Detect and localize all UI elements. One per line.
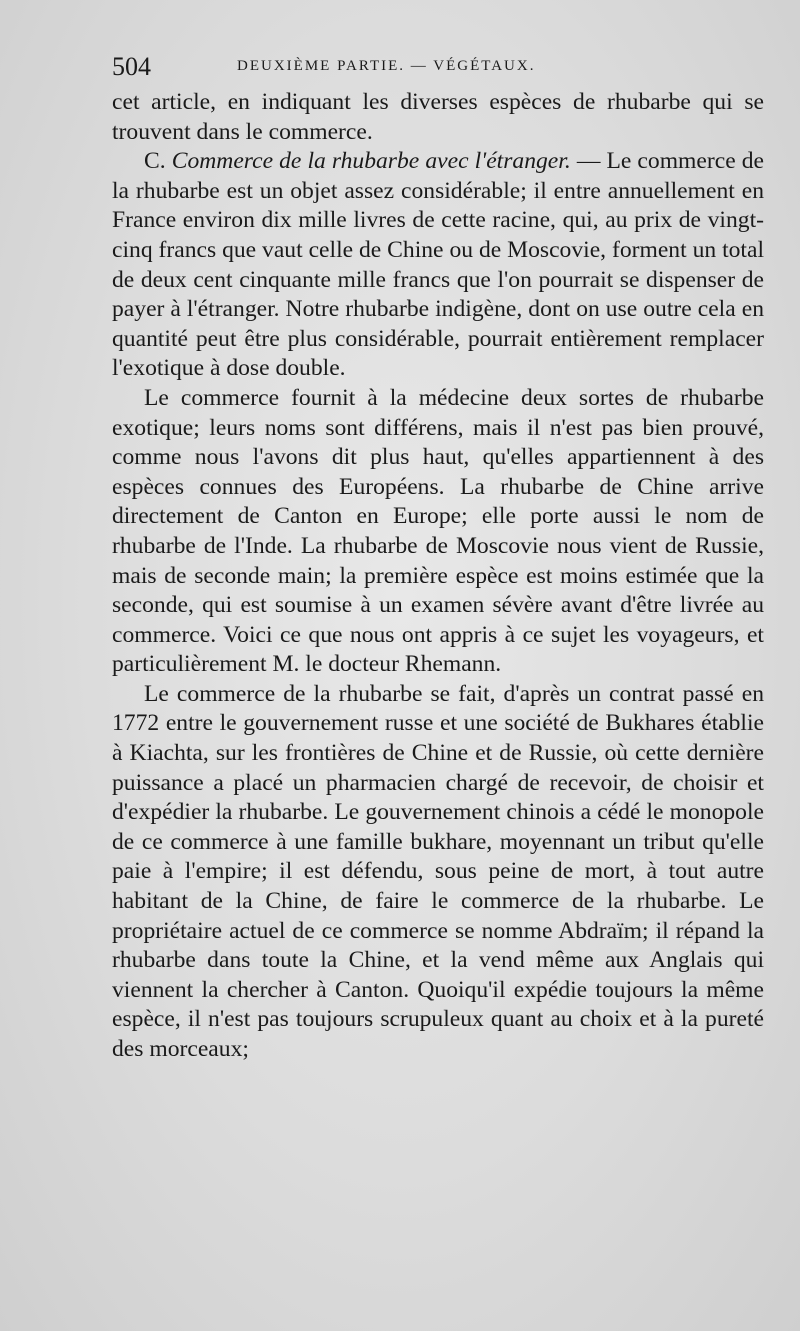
body-text <box>112 88 764 1065</box>
page-header <box>112 38 764 80</box>
paragraph-text: cet article, en indiquant les diverses espèces de rhubarbe qui se trouvent dans le commerce. <box>112 89 764 145</box>
paragraph-text: — Le commerce de la rhubarbe est un objet assez considérable; il entre annuellement en France environ dix mille livres de cette racine, qui, au prix de vingt-cinq francs que vaut celle de Chine ou de Moscovie, forment un total de deux cent cinquante mille francs que l'on pourrait se dispenser de payer à l'étranger. Notre rhubarbe indigène, dont on use outre cela en quantité peut être plus considérable, pourrait entièrement remplacer l'exotique à dose double. <box>112 148 764 382</box>
section-label: C. <box>144 148 166 175</box>
paragraph-4 <box>112 680 764 1065</box>
page-number: 504 <box>112 52 151 81</box>
paragraph-text: Le commerce de la rhubarbe se fait, d'après un contrat passé en 1772 entre le gouvernement russe et une société de Bukhares établie à Kiachta, sur les frontières de Chine et de Russie, où cette dernière puissance a placé un pharmacien chargé de recevoir, de choisir et d'expédier la rhubarbe. Le gouvernement chinois a cédé le monopole de ce commerce à une famille bukhare, moyennant un tribut qu'elle paie à l'empire; il est défendu, sous peine de mort, à tout autre habitant de la Chine, de faire le commerce de la rhubarbe. Le propriétaire actuel de ce commerce se nomme Abdraïm; il répand la rhubarbe dans toute la Chine, et la vend même aux Anglais qui viennent la chercher à Canton. Quoiqu'il expédie toujours la même espèce, il n'est pas toujours scrupuleux quant au choix et à la pureté des morceaux; <box>112 680 764 1062</box>
paragraph-1 <box>112 88 764 147</box>
section-title: Commerce de la rhubarbe avec l'étranger. <box>171 148 571 175</box>
running-head: DEUXIÈME PARTIE. — VÉGÉTAUX. <box>237 58 536 74</box>
paragraph-2 <box>112 147 764 384</box>
paragraph-text: Le commerce fournit à la médecine deux sortes de rhubarbe exotique; leurs noms sont différens, mais il n'est pas bien prouvé, comme nous l'avons dit plus haut, qu'elles appartiennent à des espèces connues des Européens. La rhubarbe de Chine arrive directement de Canton en Europe; elle porte aussi le nom de rhubarbe de l'Inde. La rhubarbe de Moscovie nous vient de Russie, mais de seconde main; la première espèce est moins estimée que la seconde, qui est soumise à un examen sévère avant d'être livrée au commerce. Voici ce que nous ont appris à ce sujet les voyageurs, et particulièrement M. le docteur Rhemann. <box>112 384 764 678</box>
paragraph-3 <box>112 384 764 680</box>
